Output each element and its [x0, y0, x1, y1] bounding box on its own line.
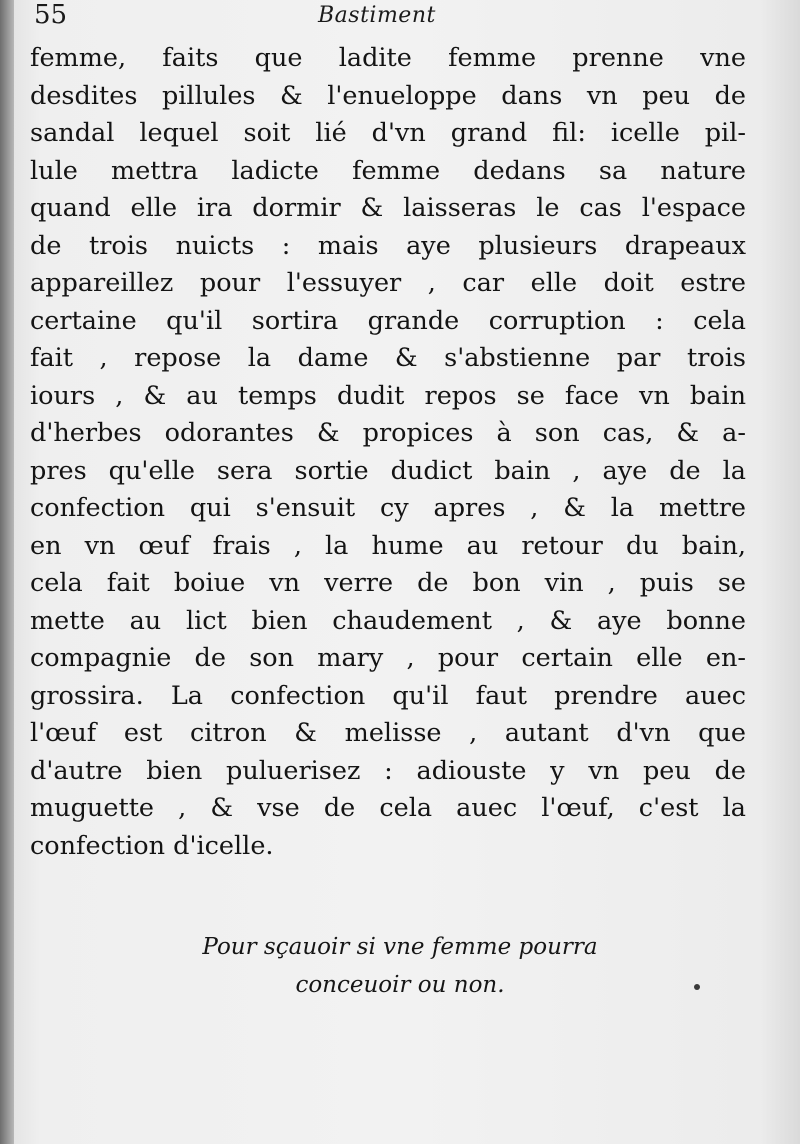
text-line: pres qu'elle sera sortie dudict bain , aye de la [30, 455, 746, 486]
body-text [30, 40, 746, 865]
section-heading [0, 928, 800, 1004]
text-line: fait , repose la dame & s'abstienne par trois [30, 343, 746, 373]
text-line-last: confection d'icelle. [30, 830, 274, 861]
text-line: quand elle ira dormir & laisseras le cas l'espace [30, 193, 746, 223]
running-head [0, 0, 800, 36]
text-line: appareillez pour l'essuyer , car elle doit estre [30, 268, 746, 298]
text-line: femme, faits que ladite femme prenne vne [30, 43, 746, 73]
text-line: confection qui s'ensuit cy apres , & la mettre [30, 493, 746, 523]
text-line: cela fait boiue vn verre de bon vin , puis se [30, 568, 746, 598]
section-heading-line: conceuoir ou non. [295, 972, 505, 998]
text-line: sandal lequel soit lié d'vn grand fil: icelle pil- [30, 118, 746, 148]
text-line: certaine qu'il sortira grande corruption : cela [30, 305, 746, 336]
text-line: grossira. La confection qu'il faut prendre auec [30, 680, 746, 711]
text-line: muguette , & vse de cela auec l'œuf, c'est la [30, 793, 746, 823]
running-title: Bastiment [318, 3, 436, 28]
text-line: de trois nuicts : mais aye plusieurs drapeaux [30, 230, 746, 261]
text-line: compagnie de son mary , pour certain elle en- [30, 643, 746, 673]
text-line: en vn œuf frais , la hume au retour du bain, [30, 530, 746, 561]
text-line: l'œuf est citron & melisse , autant d'vn que [30, 718, 746, 748]
ink-speck [694, 984, 700, 990]
section-heading-line: Pour sçauoir si vne femme pourra [202, 934, 598, 960]
text-line: mette au lict bien chaudement , & aye bonne [30, 605, 746, 636]
text-line: desdites pillules & l'enueloppe dans vn peu de [30, 80, 746, 111]
page-number: 55 [34, 0, 68, 30]
text-line: d'herbes odorantes & propices à son cas, & a- [30, 418, 746, 448]
text-line: lule mettra ladicte femme dedans sa nature [30, 155, 746, 186]
text-line: iours , & au temps dudit repos se face vn bain [30, 380, 746, 411]
text-line: d'autre bien puluerisez : adiouste y vn peu de [30, 755, 746, 786]
